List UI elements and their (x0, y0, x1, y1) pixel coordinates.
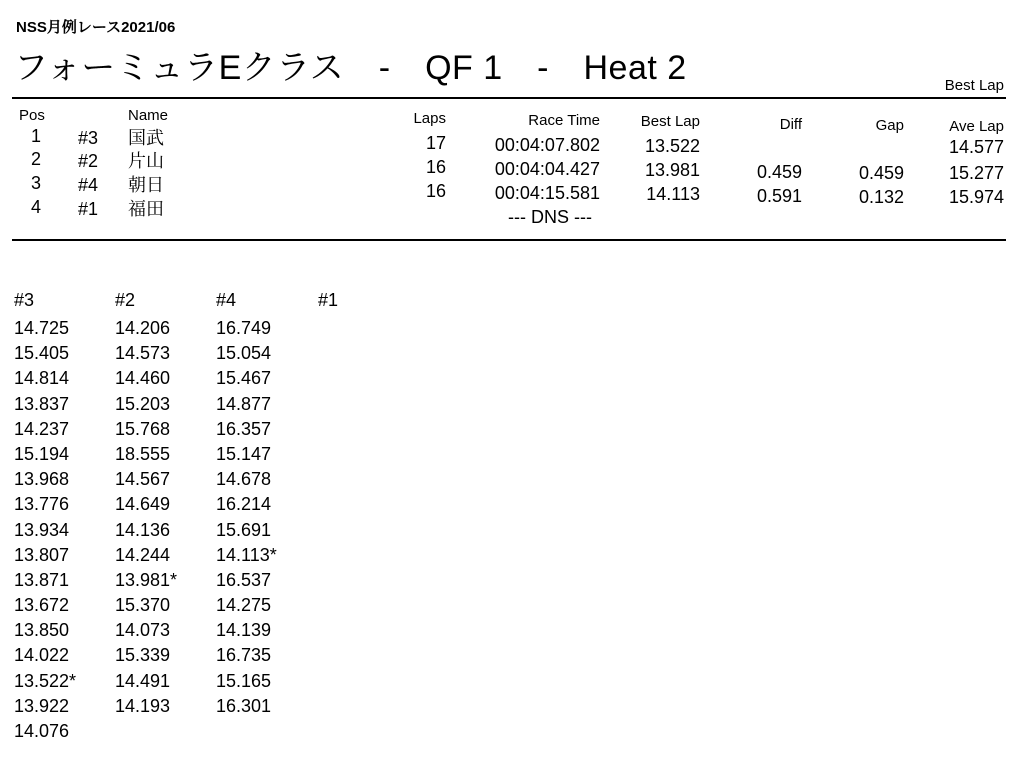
row-driver-name: 国武 (128, 128, 164, 148)
lap-time: 14.206 (115, 318, 171, 338)
lap-time: 13.981* (115, 569, 178, 590)
lap-time: 14.076 (14, 721, 70, 741)
lap-time: 13.672 (14, 595, 70, 616)
lap-time: 15.405 (14, 343, 70, 364)
lap-time: 14.725 (14, 318, 70, 338)
col-diff-header: Diff (779, 116, 802, 133)
lap-time: 15.370 (115, 595, 171, 616)
lap-column (14, 288, 114, 744)
lap-time: 13.934 (14, 519, 70, 540)
lap-column-header: #1 (318, 290, 339, 310)
row-best-lap: 14.113 (646, 184, 700, 204)
lap-time: 13.776 (14, 494, 70, 515)
lap-time: 14.136 (115, 519, 171, 540)
row-car-number: #3 (78, 128, 99, 148)
row-driver-name: 福田 (128, 199, 164, 219)
lap-time: 16.749 (216, 318, 272, 338)
row-best-lap: 13.981 (644, 160, 700, 180)
row-diff: 0.459 (756, 162, 802, 182)
lap-time: 16.735 (216, 645, 272, 666)
row-pos: 2 (30, 149, 41, 169)
top-divider (12, 97, 1006, 99)
best-lap-note: Best Lap (944, 77, 1004, 94)
col-gap-header: Gap (875, 117, 904, 134)
lap-column-header: #3 (14, 290, 35, 310)
lap-column (216, 288, 316, 719)
lap-time: 13.922 (14, 695, 70, 716)
row-race-time: 00:04:07.802 (494, 135, 600, 155)
row-gap: 0.459 (858, 163, 904, 183)
lap-time: 14.877 (216, 393, 272, 414)
results-table (0, 107, 1024, 237)
col-laps-header: Laps (413, 110, 446, 127)
lap-time: 15.194 (14, 443, 70, 464)
row-pos: 1 (30, 126, 41, 146)
lap-time: 13.522* (14, 670, 77, 691)
lap-time: 14.649 (115, 494, 171, 515)
row-pos: 4 (30, 197, 41, 217)
page-title: フォーミュラEクラス - QF 1 - Heat 2 (14, 49, 687, 87)
lap-time: 13.871 (14, 569, 70, 590)
lap-time: 14.573 (115, 343, 171, 364)
col-name-header: Name (128, 107, 169, 124)
lap-column-header: #2 (115, 290, 136, 310)
bottom-divider (12, 239, 1006, 241)
lap-time: 15.147 (216, 443, 272, 464)
lap-time: 15.768 (115, 418, 171, 439)
lap-time: 14.073 (115, 620, 171, 641)
lap-time: 15.054 (216, 343, 272, 364)
row-ave-lap: 15.974 (948, 187, 1004, 207)
row-best-lap: 13.522 (644, 136, 700, 156)
row-diff: 0.591 (756, 186, 802, 206)
row-laps: 16 (425, 181, 446, 201)
lap-time: 15.339 (115, 645, 171, 666)
lap-column (318, 288, 418, 316)
lap-time: 14.814 (14, 368, 70, 389)
row-car-number: #2 (78, 151, 99, 171)
col-ave-lap-header: Ave Lap (949, 118, 1004, 135)
row-pos: 3 (30, 173, 41, 193)
row-dns-status: --- DNS --- (508, 207, 592, 227)
lap-time: 14.460 (115, 368, 171, 389)
lap-time: 16.357 (216, 418, 272, 439)
lap-column (115, 288, 215, 719)
lap-time: 14.244 (115, 544, 171, 565)
row-ave-lap: 15.277 (948, 163, 1004, 183)
lap-time: 14.567 (115, 469, 171, 490)
lap-column-header: #4 (216, 290, 237, 310)
lap-time: 16.214 (216, 494, 272, 515)
col-pos-header: Pos (19, 107, 45, 124)
col-best-lap-header: Best Lap (640, 113, 700, 130)
lap-time: 14.022 (14, 645, 70, 666)
row-ave-lap: 14.577 (948, 137, 1004, 157)
row-gap: 0.132 (858, 187, 904, 207)
series-title: NSS月例レース2021/06 (16, 19, 176, 36)
col-race-time-header: Race Time (528, 112, 600, 129)
lap-times-grid (14, 288, 394, 748)
lap-time: 13.850 (14, 620, 70, 641)
row-race-time: 00:04:04.427 (494, 159, 600, 179)
row-race-time: 00:04:15.581 (494, 183, 600, 203)
lap-time: 14.275 (216, 595, 272, 616)
row-driver-name: 片山 (128, 151, 164, 171)
lap-time: 13.837 (14, 393, 70, 414)
row-laps: 17 (425, 133, 446, 153)
row-laps: 16 (425, 157, 446, 177)
lap-time: 16.537 (216, 569, 272, 590)
lap-time: 15.467 (216, 368, 272, 389)
lap-time: 15.691 (216, 519, 272, 540)
lap-time: 18.555 (115, 443, 171, 464)
lap-time: 15.165 (216, 670, 272, 691)
row-driver-name: 朝日 (128, 175, 164, 195)
lap-time: 16.301 (216, 695, 272, 716)
lap-time: 14.139 (216, 620, 272, 641)
row-car-number: #4 (78, 175, 99, 195)
lap-time: 14.237 (14, 418, 70, 439)
lap-time: 14.491 (115, 670, 171, 691)
lap-time: 13.968 (14, 469, 70, 490)
lap-time: 14.193 (115, 695, 171, 716)
lap-time: 13.807 (14, 544, 70, 565)
lap-time: 14.678 (216, 469, 272, 490)
lap-time: 14.113* (216, 544, 277, 565)
lap-time: 15.203 (115, 393, 171, 414)
row-car-number: #1 (78, 199, 99, 219)
